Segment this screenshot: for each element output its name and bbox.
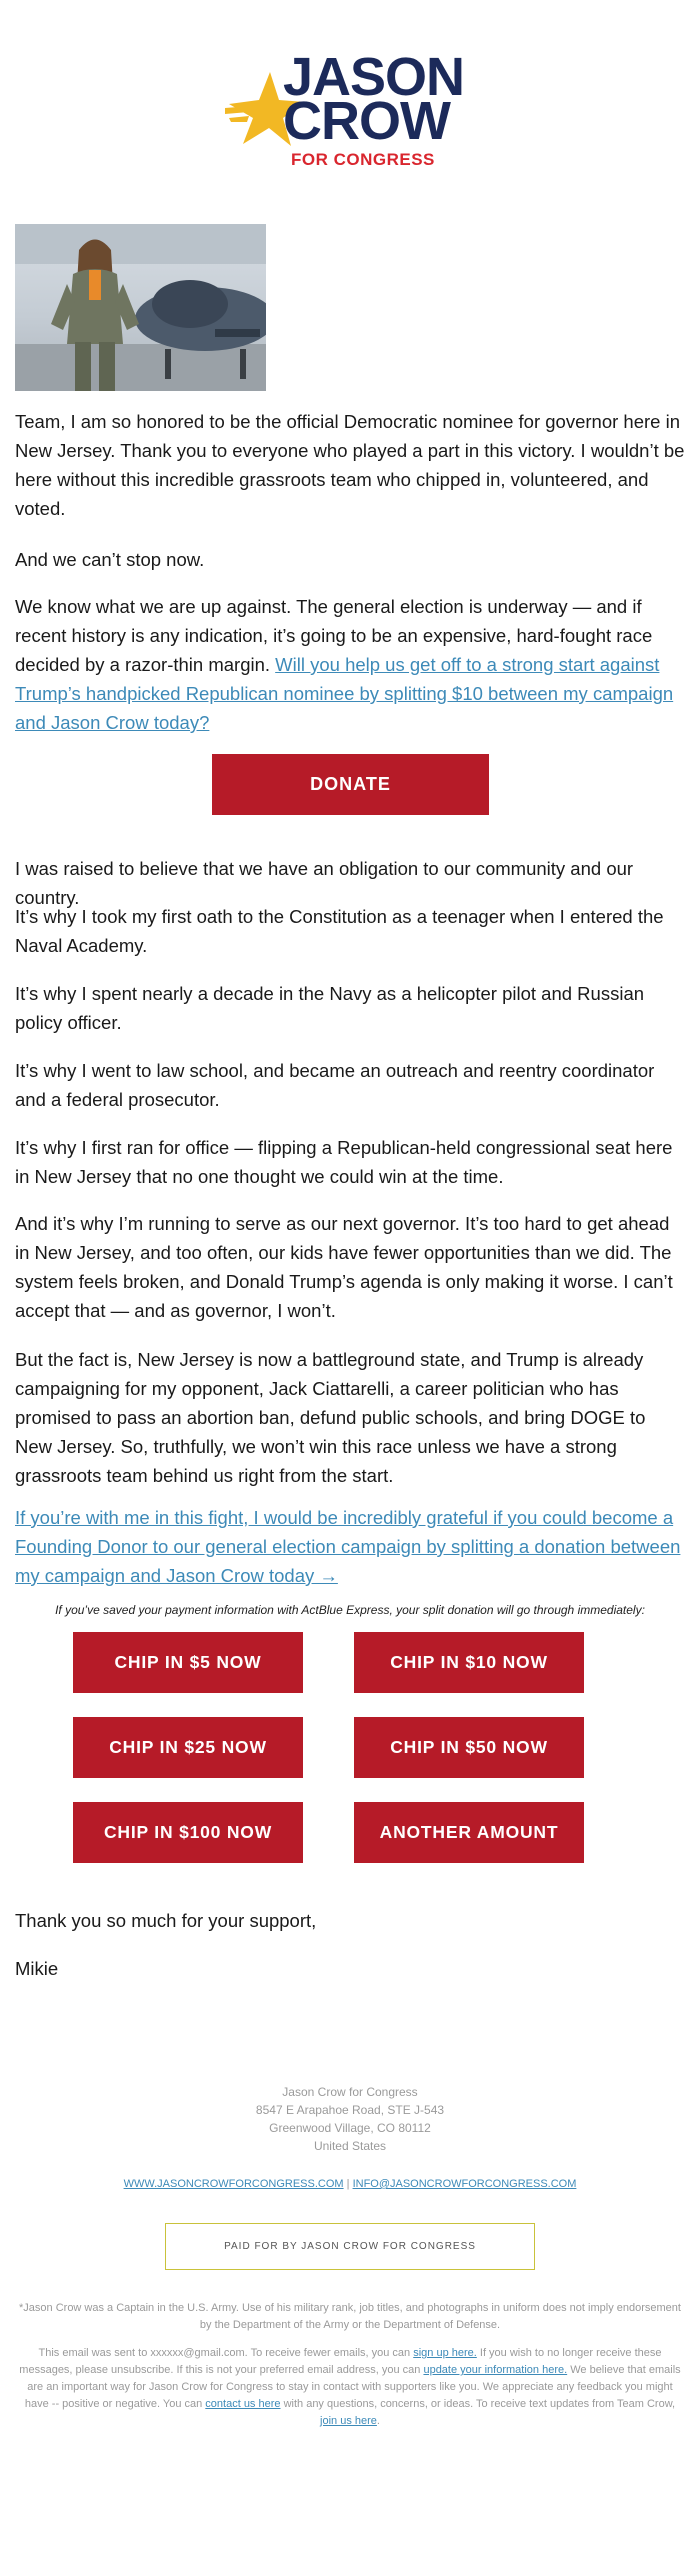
paragraph-governor: And it’s why I’m running to serve as our next governor. It’s too hard to get ahead in New Jersey, and too often, our kids have fewer opportunities than we did. The system feels broken, and Donald Trump’s agenda is only making it worse. I can’t accept that — and as governor, I won’t. bbox=[15, 1213, 673, 1321]
footer-address-line-1: 8547 E Arapahoe Road, STE J-543 bbox=[255, 2103, 445, 2117]
signoff-name: Mikie bbox=[15, 1958, 59, 1979]
logo-name-first: JASON bbox=[283, 47, 465, 107]
fine-print-text-5: . bbox=[376, 2415, 380, 2427]
campaign-logo bbox=[225, 47, 475, 170]
actblue-express-note: If you’ve saved your payment information with ActBlue Express, your split donation will go through immediately: bbox=[55, 1603, 645, 1617]
split-donation-link[interactable]: Will you help us get off to a strong start against Trump’s handpicked Republican nominee by splitting $10 between my campaign and Jason Crow today? bbox=[15, 654, 674, 733]
footer-org: Jason Crow for Congress bbox=[282, 2085, 418, 2099]
paragraph-first-run: It’s why I first ran for office — flipping a Republican-held congressional seat here in New Jersey that no one thought we could win at the time. bbox=[15, 1137, 673, 1187]
email-link[interactable]: INFO@JASONCROWFORCONGRESS.COM bbox=[352, 2178, 577, 2190]
logo-name-last: CROW bbox=[283, 91, 450, 151]
paragraph-obligation: I was raised to believe that we have an obligation to our community and our country. bbox=[15, 858, 634, 908]
website-link[interactable]: WWW.JASONCROWFORCONGRESS.COM bbox=[123, 2178, 344, 2190]
chip-in-25-button[interactable]: CHIP IN $25 NOW bbox=[73, 1717, 303, 1778]
footer-address bbox=[15, 2083, 685, 2155]
candidate-photo bbox=[15, 224, 266, 391]
paragraph-general-election bbox=[15, 592, 685, 737]
paragraph-battleground: But the fact is, New Jersey is now a battleground state, and Trump is already campaigning for my opponent, Jack Ciattarelli, a career politician who has promised to pass an abortion ban, defund public schools, and bring DOGE to New Jersey. So, truthfully, we won’t win this race unless we have a strong grassroots team behind us right from the start. bbox=[15, 1349, 646, 1486]
fine-print-text-3: We believe that emails are an important way for Jason Crow for Congress to stay in contact with supporters like you. We appreciate any feedback you might have -- positive or negative. You can bbox=[24, 2364, 681, 2410]
military-disclaimer: *Jason Crow was a Captain in the U.S. Army. Use of his military rank, job titles, and photographs in uniform does not imply endorsement by the Department of the Army or the Department of Defense. bbox=[19, 2302, 681, 2331]
intro-paragraph: Team, I am so honored to be the official Democratic nominee for governor here in New Jersey. Thank you to everyone who played a part in this victory. I wouldn’t be here without this incredible grassroots team who chipped in, volunteered, and voted. bbox=[15, 411, 685, 519]
paragraph-navy: It’s why I spent nearly a decade in the Navy as a helicopter pilot and Russian policy officer. bbox=[15, 983, 645, 1033]
chip-in-50-button[interactable]: CHIP IN $50 NOW bbox=[354, 1717, 584, 1778]
founding-donor-link[interactable]: If you’re with me in this fight, I would be incredibly grateful if you could become a Founding Donor to our general election campaign by splitting a donation between my campaign and Jason Crow today → bbox=[15, 1507, 681, 1586]
thanks-line: Thank you so much for your support, bbox=[15, 1910, 317, 1931]
chip-in-100-button[interactable]: CHIP IN $100 NOW bbox=[73, 1802, 303, 1863]
paragraph-founding-donor bbox=[15, 1503, 685, 1590]
chip-in-10-button[interactable]: CHIP IN $10 NOW bbox=[354, 1632, 584, 1693]
fine-print-text-2: If you wish to no longer receive these messages, please unsubscribe. If this is not your preferred email address, you can bbox=[19, 2347, 662, 2376]
donate-button[interactable]: DONATE bbox=[212, 754, 489, 815]
footer-address-line-2: Greenwood Village, CO 80112 bbox=[269, 2121, 431, 2135]
logo-subtitle: FOR CONGRESS bbox=[291, 150, 435, 169]
footer-country: United States bbox=[313, 2139, 387, 2153]
chip-in-5-button[interactable]: CHIP IN $5 NOW bbox=[73, 1632, 303, 1693]
paid-for-box: PAID FOR BY JASON CROW FOR CONGRESS bbox=[165, 2223, 535, 2270]
footer-link-separator: | bbox=[346, 2178, 350, 2190]
another-amount-button[interactable]: ANOTHER AMOUNT bbox=[354, 1802, 584, 1863]
fine-print-text-4: with any questions, concerns, or ideas. To receive text updates from Team Crow, bbox=[283, 2398, 676, 2410]
contact-us-link[interactable]: contact us here bbox=[205, 2398, 281, 2410]
update-info-link[interactable]: update your information here. bbox=[423, 2364, 568, 2376]
general-election-text: We know what we are up against. The general election is underway — and if recent history is any indication, it’s going to be an expensive, hard-fought race decided by a razor-thin margin. bbox=[15, 596, 653, 675]
paragraph-cant-stop: And we can’t stop now. bbox=[15, 549, 205, 570]
paragraph-naval-academy: It’s why I took my first oath to the Constitution as a teenager when I entered the Naval Academy. bbox=[15, 906, 664, 956]
join-us-link[interactable]: join us here bbox=[320, 2415, 377, 2427]
email-fine-print bbox=[15, 2345, 685, 2430]
paragraph-law-school: It’s why I went to law school, and became an outreach and reentry coordinator and a federal prosecutor. bbox=[15, 1060, 655, 1110]
fine-print-text-1: This email was sent to xxxxxx@gmail.com. To receive fewer emails, you can bbox=[38, 2347, 411, 2359]
sign-up-link[interactable]: sign up here. bbox=[413, 2347, 477, 2359]
footer-links bbox=[15, 2178, 685, 2190]
